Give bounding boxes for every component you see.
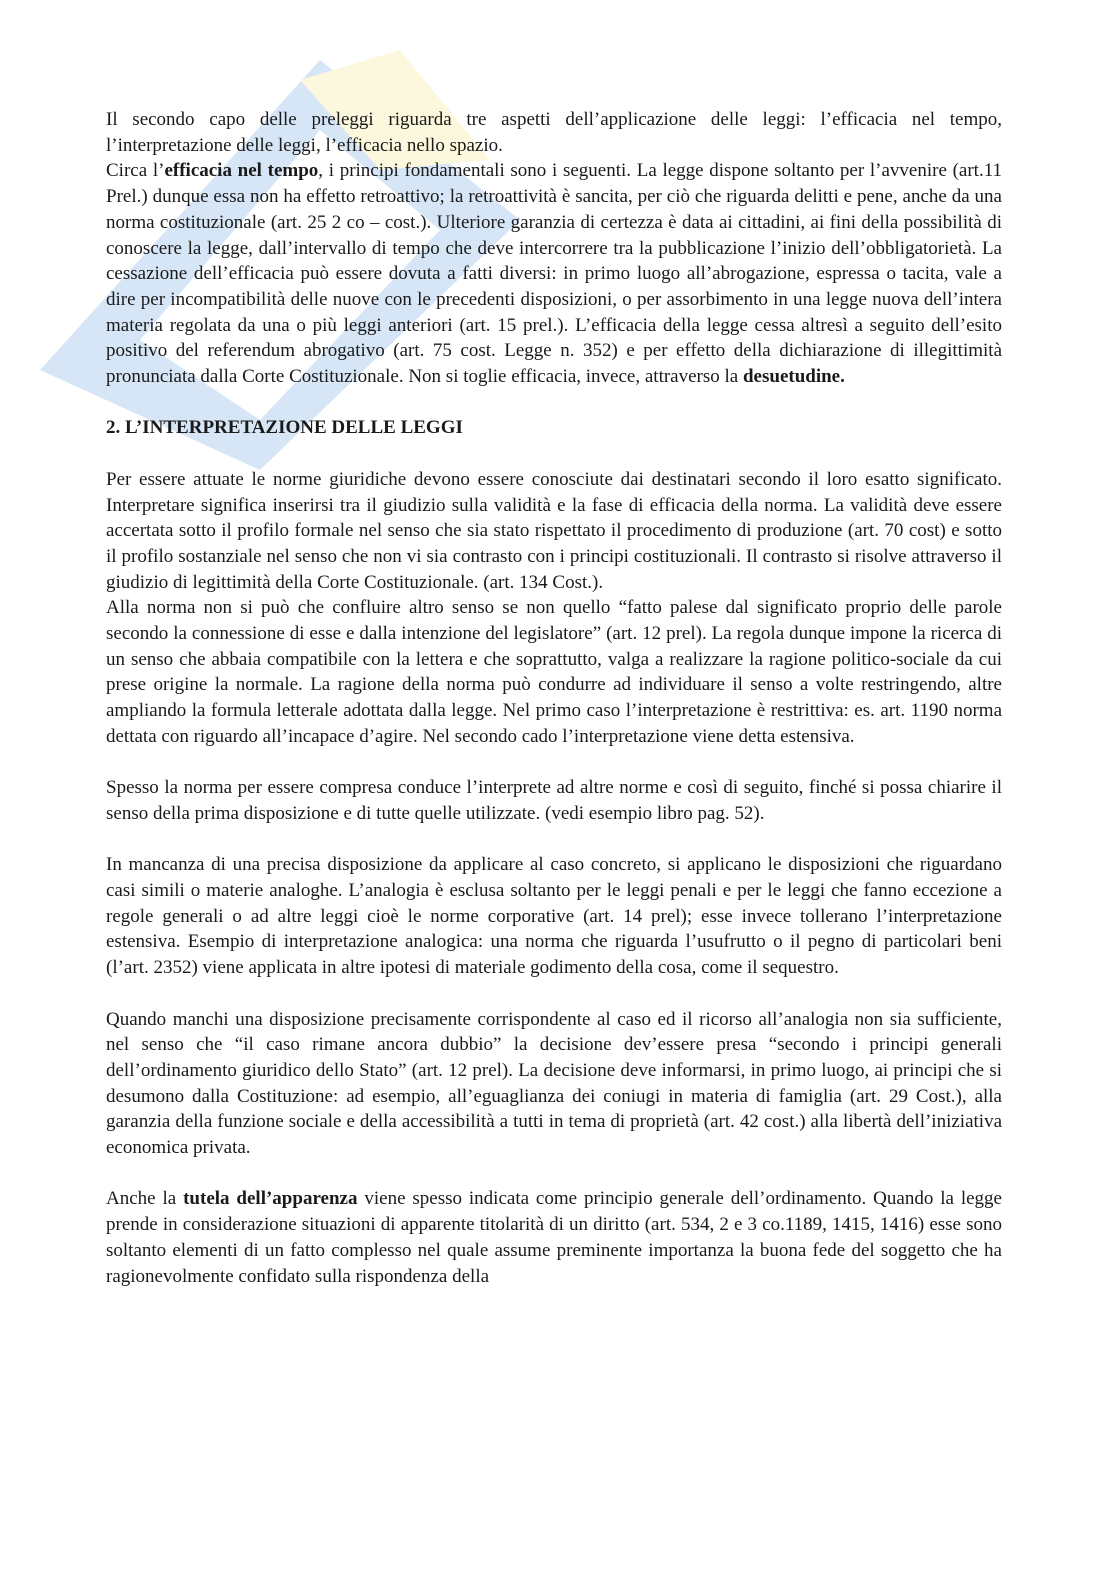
paragraph: Alla norma non si può che confluire altro senso se non quello “fatto palese dal significato proprio delle parole secondo la connessione di esse e dalla intenzione del legislatore” (art. 12 prel). La regola dunque impone la ricerca di un senso che abbaia compatibile con la lettera e che soprattutto, valga a realizzare la ragione politico-sociale da cui prese origine la normale. La ragione della norma può condurre ad individuare il senso a volte restringendo, altre ampliando la formula letterale adottata dalla legge. Nel primo caso l’interpretazione è restrittiva: es. art. 1190 norma dettata con riguardo all’incapace d’agire. Nel secondo cado l’interpretazione viene detta estensiva. [106, 597, 1002, 747]
paragraph: Spesso la norma per essere compresa conduce l’interprete ad altre norme e così di seguito, finché si possa chiarire il senso della prima disposizione e di tutte quelle utilizzate. (vedi esempio libro pag. 52). [106, 777, 1002, 824]
text: viene spesso indicata come principio generale dell’ordinamento. Quando la legge prende in considerazione situazioni di apparente titolarità di un diritto (art. 534, 2 e 3 co.1189, 1415, 1416) esse sono soltanto elementi di un fatto complesso nel quale assume preminente importanza la buona fede del soggetto che ha ragionevolmente confidato sulla rispondenza della [106, 1188, 1002, 1287]
bold-term: tutela dell’apparenza [183, 1188, 358, 1210]
text: Circa l’ [106, 160, 165, 182]
bold-term: desuetudine. [742, 366, 845, 388]
paragraph: In mancanza di una precisa disposizione da applicare al caso concreto, si applicano le disposizioni che riguardano casi simili o materie analoghe. L’analogia è esclusa soltanto per le leggi penali e per le leggi che fanno eccezione a regole generali o ad altre leggi cioè le norme corporative (art. 14 prel); esse invece tollerano l’interpretazione estensiva. Esempio di interpretazione analogica: una norma che riguarda l’usufrutto o il pegno di particolari beni (l’art. 2352) viene applicata in altre ipotesi di materiale godimento della cosa, come il sequestro. [106, 854, 1002, 979]
paragraph-intro: Il secondo capo delle preleggi riguarda tre aspetti dell’applicazione delle leggi: l’efficacia nel tempo, l’interpretazione delle leggi, l’efficacia nello spazio. [106, 109, 1002, 156]
bold-term: efficacia nel tempo [164, 160, 319, 182]
text: , i principi fondamentali sono i seguenti. La legge dispone soltanto per l’avvenire (art.11 Prel.) dunque essa non ha effetto retroattivo; la retroattività è sancita, per ciò che riguarda delitti e pene, anche da una norma costituzionale (art. 25 2 co – cost.). Ulteriore garanzia di certezza è data ai cittadini, ai fini della possibilità di conoscere la legge, dall’intervallo di tempo che deve intercorrere tra la pubblicazione l’inizio dell’obbligatorietà. La cessazione dell’efficacia può essere dovuta a fatti diversi: in primo luogo all’abrogazione, espressa o tacita, vale a dire per incompatibilità delle nuove con le precedenti disposizioni, o per assorbimento in una legge nuova dell’intera materia regolata da una o più leggi anteriori (art. 15 prel.). L’efficacia della legge cessa altresì a seguito dell’esito positivo del referendum abrogativo (art. 75 cost. Legge n. 352) e per effetto della dichiarazione di illegittimità pronunciata dalla Corte Costituzionale. Non si toglie efficacia, invece, attraverso la [106, 160, 1002, 388]
section-heading: 2. L’INTERPRETAZIONE DELLE LEGGI [106, 417, 463, 439]
paragraph: Quando manchi una disposizione precisamente corrispondente al caso ed il ricorso all’analogia non sia sufficiente, nel senso che “il caso rimane ancora dubbio” la decisione dev’essere presa “secondo i principi generali dell’ordinamento giuridico dello Stato” (art. 12 prel). La decisione deve informarsi, in primo luogo, ai principi che si desumono dalla Costituzione: ad esempio, all’eguaglianza dei coniugi in materia di famiglia (art. 29 Cost.), alla garanzia della funzione sociale e della accessibilità a tutti in tema di proprietà (art. 42 cost.) alla libertà dell’iniziativa economica privata. [106, 1008, 1002, 1159]
paragraph-tutela-apparenza [106, 1186, 1002, 1289]
text: Anche la [106, 1188, 184, 1210]
paragraph-efficacia-nel-tempo [106, 158, 1002, 389]
paragraph: Per essere attuate le norme giuridiche devono essere conosciute dai destinatari secondo il loro esatto significato. Interpretare significa inserirsi tra il giudizio sulla validità e la fase di efficacia della norma. La validità deve essere accertata sotto il profilo formale nel senso che sia stato rispettato il procedimento di produzione (art. 70 cost) e sotto il profilo sostanziale nel senso che non vi sia contrasto con i principi costituzionali. Il contrasto si risolve attraverso il giudizio di legittimità della Corte Costituzionale. (art. 134 Cost.). [106, 468, 1002, 593]
document-page [106, 107, 1002, 1289]
